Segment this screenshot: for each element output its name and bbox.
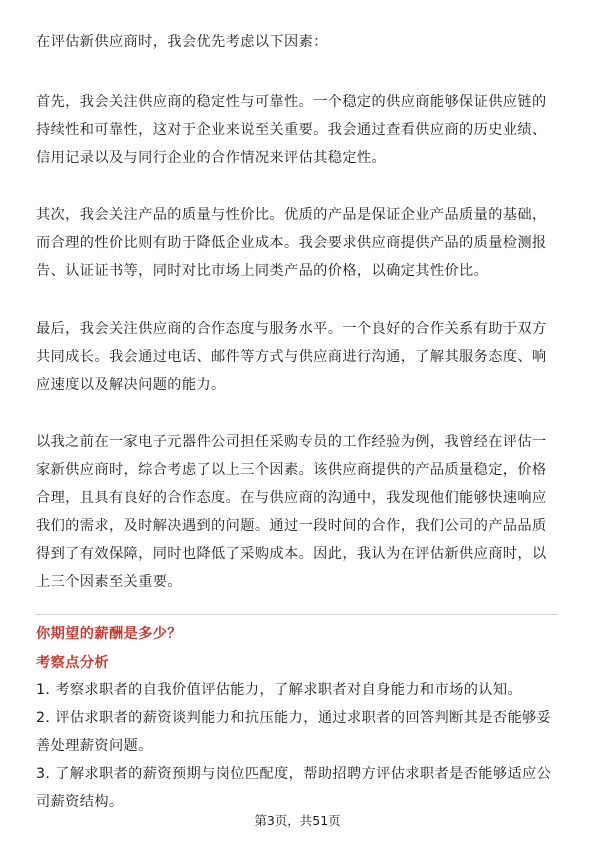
analysis-point-1: 1. 考察求职者的自我价值评估能力，了解求职者对自身能力和市场的认知。 xyxy=(36,682,523,698)
analysis-point-3: 3. 了解求职者的薪资预期与岗位匹配度，帮助招聘方评估求职者是否能够适应公司薪资结构。 xyxy=(36,766,552,810)
intro-paragraph: 在评估新供应商时，我会优先考虑以下因素： xyxy=(36,34,328,50)
paragraph-stability: 首先，我会关注供应商的稳定性与可靠性。一个稳定的供应商能够保证供应链的持续性和可靠性，这对于企业来说至关重要。我会通过查看供应商的历史业绩、信用记录以及与同行企业的合作情况来评估其稳定性。 xyxy=(36,94,547,166)
paragraph-quality: 其次，我会关注产品的质量与性价比。优质的产品是保证企业产品质量的基础，而合理的性价比则有助于降低企业成本。我会要求供应商提供产品的质量检测报告、认证证书等，同时对比市场上同类产品的价格，以确定其性价比。 xyxy=(36,207,547,279)
analysis-heading: 考察点分析 xyxy=(36,655,109,671)
analysis-point-2: 2. 评估求职者的薪资谈判能力和抗压能力，通过求职者的回答判断其是否能够妥善处理薪资问题。 xyxy=(36,710,552,754)
paragraph-example: 以我之前在一家电子元器件公司担任采购专员的工作经验为例，我曾经在评估一家新供应商时，综合考虑了以上三个因素。该供应商提供的产品质量稳定，价格合理，且具有良好的合作态度。在与供应商的沟通中，我发现他们能够快速响应我们的需求，及时解决遇到的问题。通过一段时间的合作，我们公司的产品品质得到了有效保障，同时也降低了采购成本。因此，我认为在评估新供应商时，以上三个因素至关重要。 xyxy=(36,434,547,590)
paragraph-cooperation: 最后，我会关注供应商的合作态度与服务水平。一个良好的合作关系有助于双方共同成长。我会通过电话、邮件等方式与供应商进行沟通，了解其服务态度、响应速度以及解决问题的能力。 xyxy=(36,321,547,393)
section-divider xyxy=(36,614,558,615)
question-title: 你期望的薪酬是多少？ xyxy=(36,626,182,642)
page-number: 第3页，共51页 xyxy=(254,813,341,828)
